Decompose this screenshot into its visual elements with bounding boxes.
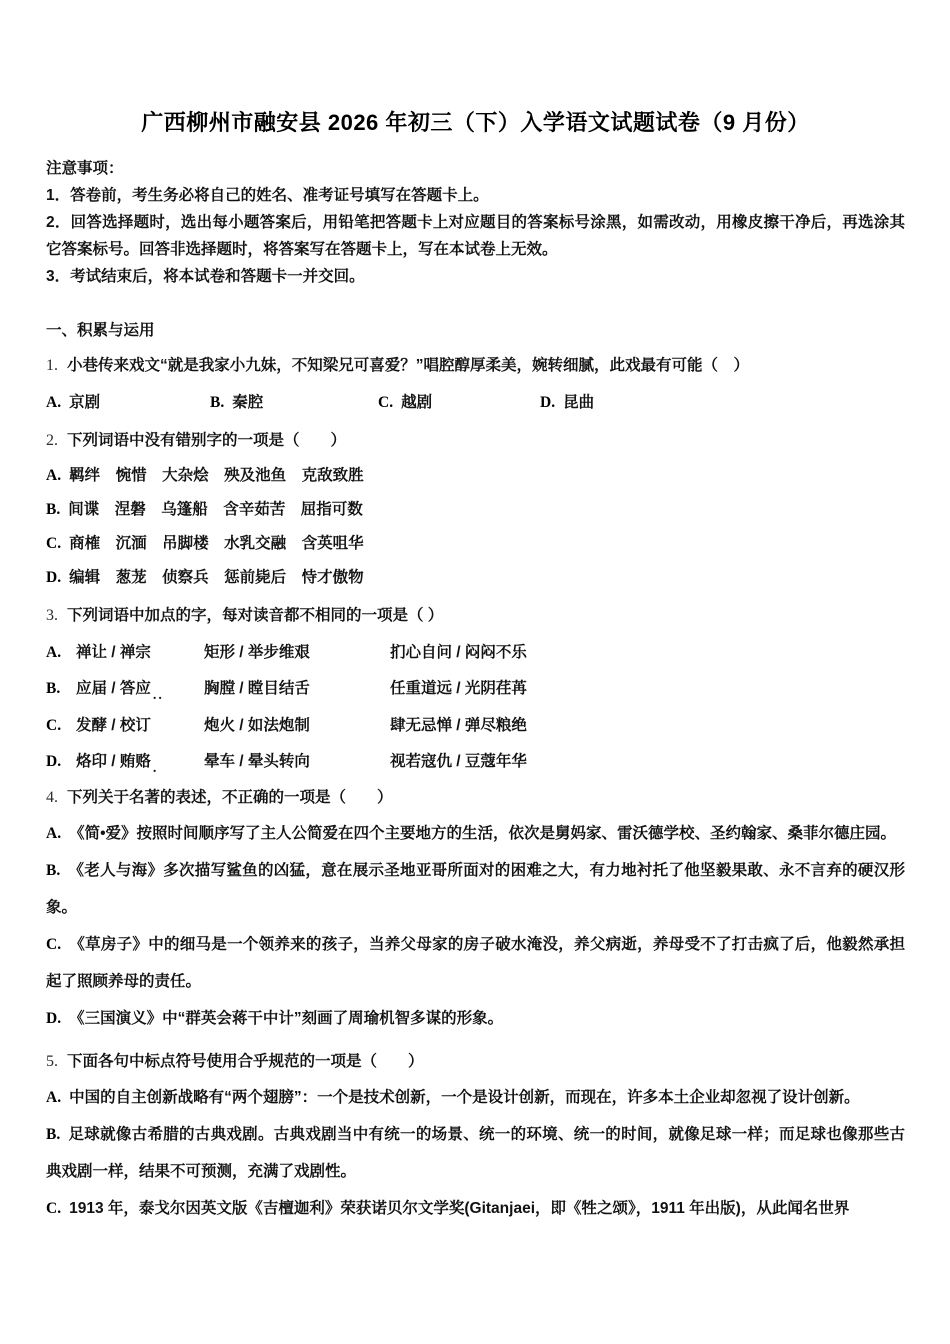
question-2-text: 下列词语中没有错别字的一项是（ ） — [67, 432, 347, 449]
q3-option-b-label: B. — [46, 680, 61, 697]
q4-option-d-text: 《三国演义》中“群英会蒋干中计”刻画了周瑜机智多谋的形象。 — [69, 1010, 504, 1027]
q4-option-b-label: B. — [46, 862, 61, 879]
q3-option-b-col2: 胸膛 / 瞠目结舌 — [204, 680, 310, 697]
q1-option-c-text: 越剧 — [401, 394, 433, 411]
q3-option-d-label: D. — [46, 753, 62, 770]
question-1 — [46, 355, 905, 413]
question-2-stem — [46, 430, 905, 452]
q3-option-b-col1 — [76, 678, 204, 703]
q2-option-d — [46, 567, 905, 588]
q3-option-c-col1: 发酵 / 校订 — [76, 717, 151, 734]
q2-option-c-label: C. — [46, 535, 62, 552]
question-4-text: 下列关于名著的表述，不正确的一项是（ ） — [67, 789, 393, 806]
question-5-number: 5. — [46, 1053, 58, 1070]
q4-option-a-label: A. — [46, 825, 62, 842]
q3-option-c-label: C. — [46, 717, 62, 734]
q5-option-b-label: B. — [46, 1126, 61, 1143]
q5-option-b-text: 足球就像古希腊的古典戏剧。古典戏剧当中有统一的场景、统一的环境、统一的时间，就像足球一样；而足球也像那些古典戏剧一样，结果不可预测，充满了戏剧性。 — [46, 1126, 905, 1180]
emphasis-dot: . — [152, 761, 159, 776]
emphasis-dots: .. — [152, 688, 164, 703]
question-1-text: 小巷传来戏文“就是我家小九妹，不知梁兄可喜爱？”唱腔醇厚柔美，婉转细腻，此戏最有可能（ ） — [67, 357, 750, 374]
question-4 — [46, 781, 905, 1037]
q3-option-a-col1: 禅让 / 禅宗 — [76, 644, 151, 661]
question-3-text: 下列词语中加点的字，每对读音都不相同的一项是（ ） — [67, 607, 444, 624]
q1-option-a — [46, 392, 210, 413]
q1-option-c — [378, 392, 540, 413]
question-5-stem — [46, 1045, 905, 1079]
q5-option-c-label: C. — [46, 1200, 62, 1217]
q5-option-a-text: 中国的自主创新战略有“两个翅膀”：一个是技术创新，一个是设计创新，而现在，许多本土企业却忽视了设计创新。 — [69, 1089, 860, 1106]
exam-title: 广西柳州市融安县 2026 年初三（下）入学语文试题试卷（9 月份） — [141, 110, 810, 135]
q1-option-b — [210, 392, 378, 413]
question-1-stem — [46, 355, 905, 377]
q4-option-a — [46, 815, 905, 852]
q3-option-c-col3: 肆无忌惮 / 弹尽粮绝 — [390, 717, 527, 734]
q4-option-b-text: 《老人与海》多次描写鲨鱼的凶猛，意在展示圣地亚哥所面对的困难之大，有力地衬托了他坚毅果敢、永不言弃的硬汉形象。 — [46, 862, 905, 916]
q1-option-a-label: A. — [46, 394, 62, 411]
question-2 — [46, 430, 905, 588]
q5-option-c — [46, 1190, 905, 1227]
q2-option-c — [46, 533, 905, 554]
q3-option-d-col2: 晕车 / 晕头转向 — [204, 753, 310, 770]
q3-option-b-col1-text: 应届 / 答应 — [76, 680, 151, 697]
q3-option-b — [46, 678, 905, 703]
question-1-number: 1. — [46, 357, 58, 374]
q2-option-d-label: D. — [46, 569, 62, 586]
question-1-options — [46, 392, 905, 413]
q4-option-c — [46, 926, 905, 1000]
section-heading: 一、积累与运用 — [46, 322, 155, 339]
q1-option-b-text: 秦腔 — [232, 394, 264, 411]
q3-option-a-col3: 扪心自问 / 闷闷不乐 — [390, 644, 527, 661]
q3-option-a — [46, 642, 905, 663]
q2-option-d-words: 编辑 葱茏 侦察兵 惩前毙后 恃才傲物 — [69, 569, 364, 586]
q2-option-a-words: 羁绊 惋惜 大杂烩 殃及池鱼 克敌致胜 — [69, 467, 364, 484]
q3-option-c-col2: 炮火 / 如法炮制 — [204, 717, 310, 734]
q1-option-a-text: 京剧 — [69, 394, 101, 411]
q4-option-c-label: C. — [46, 936, 62, 953]
notice-item-3: 3．考试结束后，将本试卷和答题卡一并交回。 — [46, 268, 365, 285]
q3-option-c — [46, 715, 905, 736]
q1-option-b-label: B. — [210, 394, 225, 411]
q2-option-a — [46, 465, 905, 486]
notice-block — [46, 155, 905, 290]
notice-item-1: 1．答卷前，考生务必将自己的姓名、准考证号填写在答题卡上。 — [46, 187, 489, 204]
q3-option-d-col1 — [76, 751, 204, 776]
question-2-number: 2. — [46, 432, 58, 449]
q2-option-b-label: B. — [46, 501, 61, 518]
q2-option-c-words: 商榷 沉湎 吊脚楼 水乳交融 含英咀华 — [69, 535, 364, 552]
question-3 — [46, 605, 905, 776]
question-4-stem — [46, 781, 905, 815]
q5-option-b — [46, 1116, 905, 1190]
question-4-number: 4. — [46, 789, 58, 806]
question-3-stem — [46, 605, 905, 627]
q3-option-b-col3: 任重道远 / 光阴荏苒 — [390, 680, 527, 697]
q5-option-a — [46, 1079, 905, 1116]
q2-option-a-label: A. — [46, 467, 62, 484]
q4-option-b — [46, 852, 905, 926]
q2-option-b — [46, 499, 905, 520]
q3-option-a-label: A. — [46, 644, 62, 661]
q4-option-c-text: 《草房子》中的细马是一个领养来的孩子，当养父母家的房子破水淹没，养父病逝，养母受不了打击疯了后，他毅然承担起了照顾养母的责任。 — [46, 936, 905, 990]
question-3-number: 3. — [46, 607, 58, 624]
q4-option-d — [46, 1000, 905, 1037]
notice-heading: 注意事项： — [46, 160, 124, 177]
q3-option-d-col3: 视若寇仇 / 豆蔻年华 — [390, 753, 527, 770]
question-5 — [46, 1045, 905, 1227]
q5-option-c-text: 1913 年，泰戈尔因英文版《吉檀迦利》荣获诺贝尔文学奖(Gitanjaei，即《牲之颂》，1911 年出版)，从此闻名世界 — [69, 1200, 850, 1217]
q1-option-d — [540, 392, 905, 413]
q3-option-a-col2: 矩形 / 举步维艰 — [204, 644, 310, 661]
q4-option-d-label: D. — [46, 1010, 62, 1027]
q5-option-a-label: A. — [46, 1089, 62, 1106]
q4-option-a-text: 《简•爱》按照时间顺序写了主人公简爱在四个主要地方的生活，依次是舅妈家、雷沃德学校、圣约翰家、桑菲尔德庄园。 — [69, 825, 897, 842]
q2-option-b-words: 间谍 涅磐 乌篷船 含辛茹苦 屈指可数 — [68, 501, 363, 518]
q1-option-d-text: 昆曲 — [563, 394, 595, 411]
q1-option-c-label: C. — [378, 394, 394, 411]
q3-option-d — [46, 751, 905, 776]
question-5-text: 下面各句中标点符号使用合乎规范的一项是（ ） — [67, 1053, 424, 1070]
notice-item-2: 2．回答选择题时，选出每小题答案后，用铅笔把答题卡上对应题目的答案标号涂黑，如需改动，用橡皮擦干净后，再选涂其它答案标号。回答非选择题时，将答案写在答题卡上，写在本试卷上无效。 — [46, 214, 905, 258]
q3-option-d-col1-text: 烙印 / 贿赂 — [76, 753, 151, 770]
q1-option-d-label: D. — [540, 394, 556, 411]
